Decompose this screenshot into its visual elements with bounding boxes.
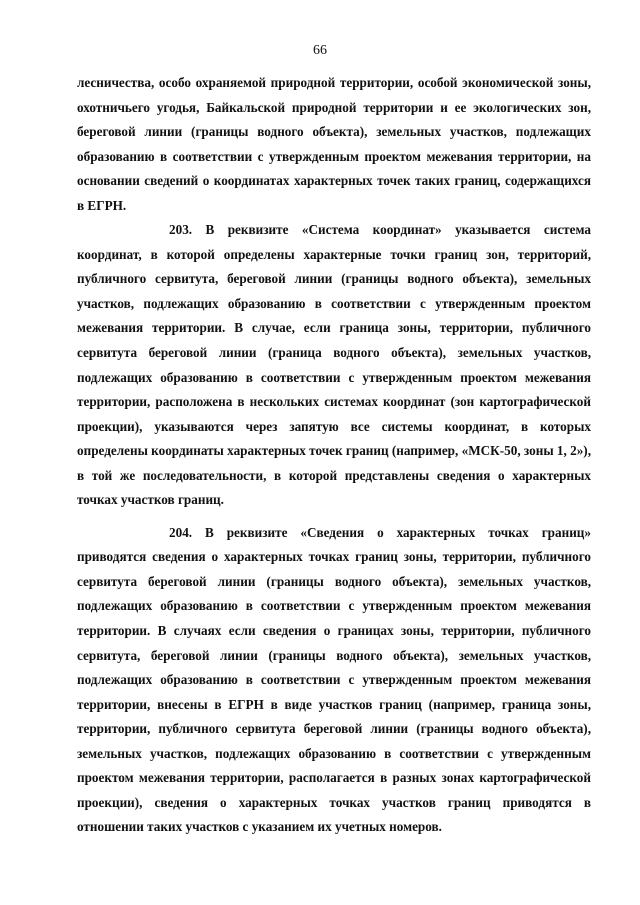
paragraph-continuation [77, 71, 591, 218]
paragraph-number: 203. [169, 222, 193, 238]
paragraph-204 [77, 521, 591, 840]
paragraph-203 [77, 218, 591, 513]
paragraph-number: 204. [169, 524, 193, 540]
paragraph-text: В реквизите «Сведения о характерных точках границ» приводятся сведения о характерных точках границ зоны, территории, публичного сервитута береговой линии (границы водного объекта), земельных участков, подлежащих образованию в соответствии с утвержденным проектом межевания территории. [77, 524, 591, 639]
paragraph-text-continued: В случаях если сведения о границах зоны, территории, публичного сервитута, береговой линии (границы водного объекта), земельных участков, подлежащих образованию в соответствии с утвержденным проектом межевания территории, внесены в ЕГРН в виде участков границ (например, граница зоны, территории, публичного сервитута береговой линии (границы водного объекта), земельных участков, подлежащих образованию в соответствии с утвержденным проектом межевания территории, располагается в разных зонах картографической проекции), сведения о характерных точках участков границ приводятся в отношении таких участков с указанием их учетных номеров. [77, 623, 592, 835]
paragraph-text: В реквизите «Система координат» указывается система координат, в которой определены характерные точки границ зон, территорий, публичного сервитута, береговой линии (границы водного объекта), земельных участков, подлежащих образованию в соответствии с утвержденным проектом межевания территории. В случае, если граница зоны, территории, публичного сервитута береговой линии (граница водного объекта), земельных участков, подлежащих образованию в соответствии с утвержденным проектом межевания территории, расположена в нескольких системах координат (зон картографической проекции), указываются через запятую все системы координат, в которых определены координаты характерных точек границ (например, «МСК-50, зоны 1, 2»), в той же последовательности, в которой представлены сведения о характерных точках участков границ. [77, 222, 591, 508]
page-number: 66 [313, 43, 327, 58]
paragraph-text: лесничества, особо охраняемой природной территории, особой экономической зоны, охотничьего угодья, Байкальской природной территории и ее экологических зон, береговой линии (границы водного объекта), земельных участков, подлежащих образованию в соответствии с утвержденным проектом межевания территории, на основании сведений о координатах характерных точек таких границ, содержащихся в ЕГРН. [77, 75, 591, 213]
body-text [77, 71, 591, 840]
